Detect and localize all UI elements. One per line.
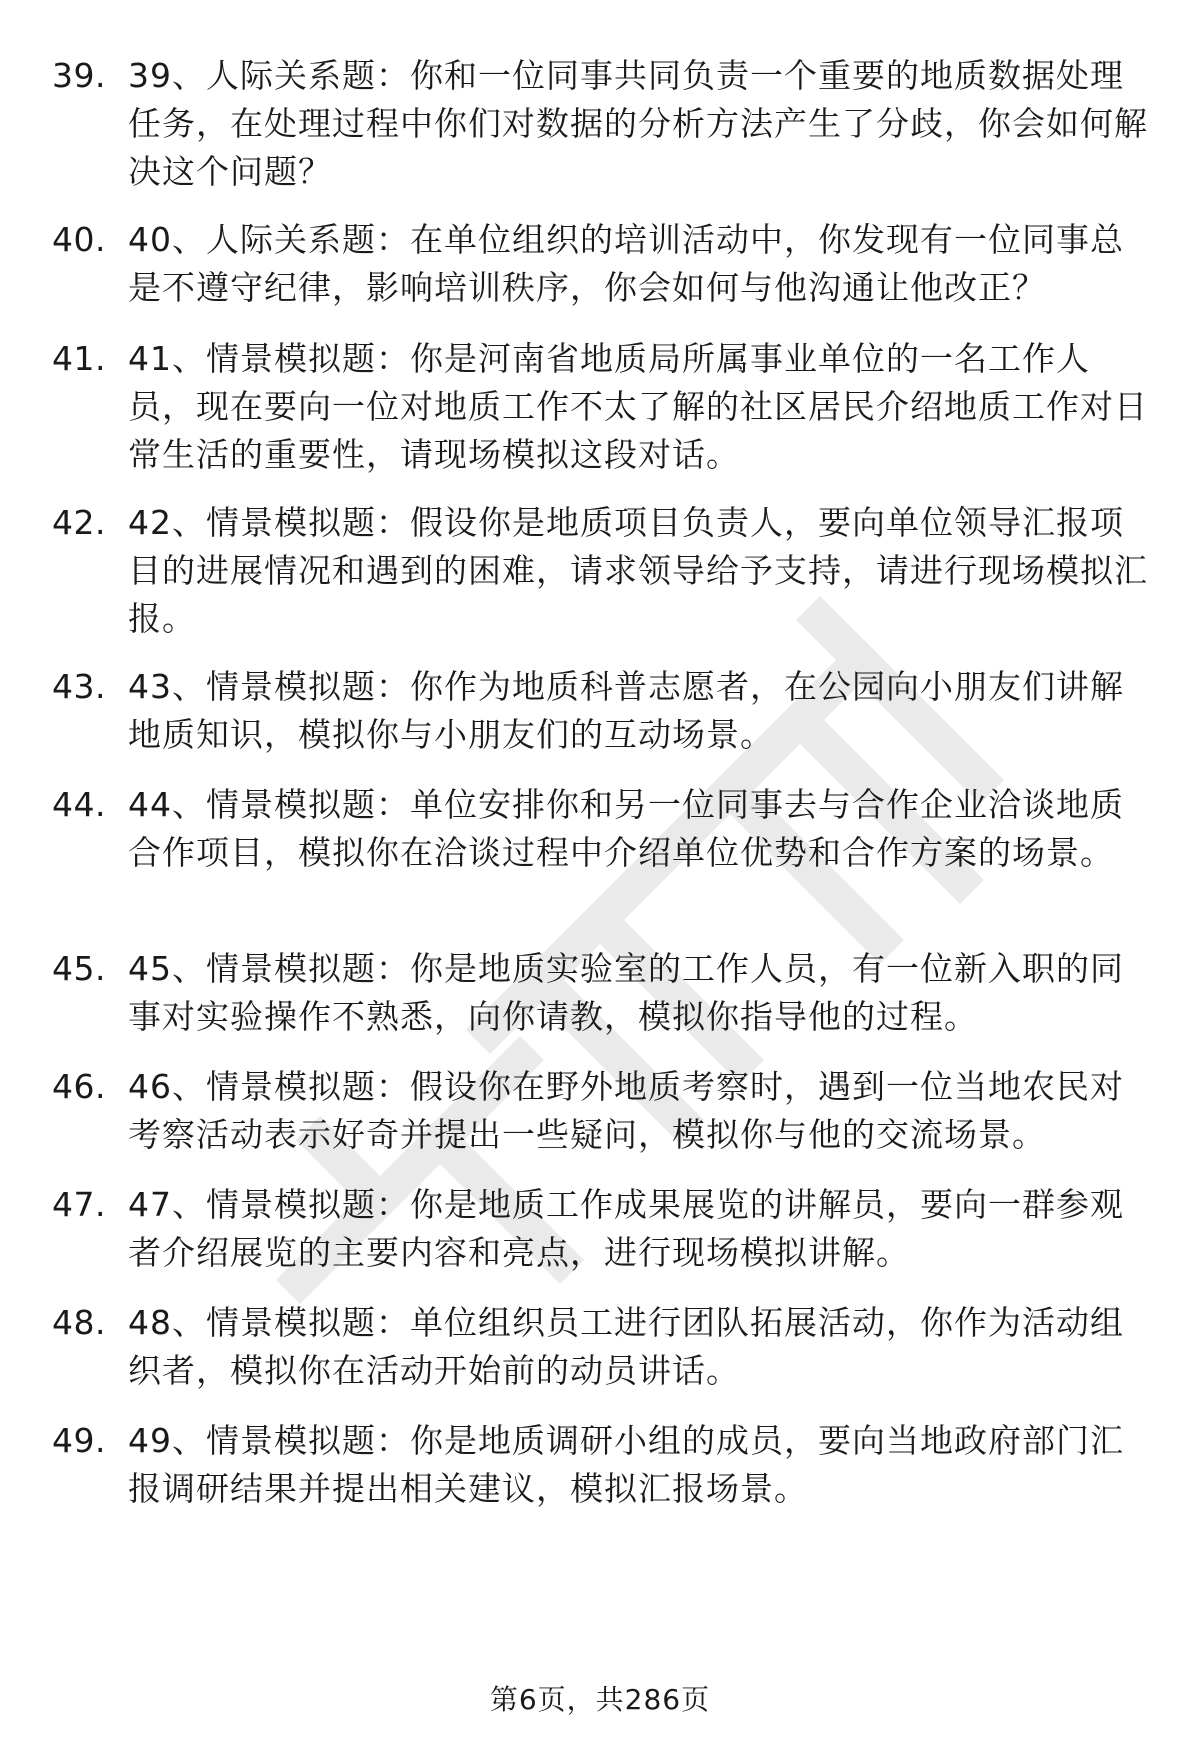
item-text: 47、情景模拟题：你是地质工作成果展览的讲解员，要向一群参观者介绍展览的主要内容和亮点，进行现场模拟讲解。 bbox=[128, 1185, 1124, 1272]
item-text: 48、情景模拟题：单位组织员工进行团队拓展活动，你作为活动组织者，模拟你在活动开始前的动员讲话。 bbox=[128, 1303, 1124, 1390]
item-number: 43. bbox=[52, 667, 106, 706]
item-number: 49. bbox=[52, 1421, 106, 1460]
item-text: 49、情景模拟题：你是地质调研小组的成员，要向当地政府部门汇报调研结果并提出相关建议，模拟汇报场景。 bbox=[128, 1421, 1124, 1508]
item-text: 41、情景模拟题：你是河南省地质局所属事业单位的一名工作人员，现在要向一位对地质工作不太了解的社区居民介绍地质工作对日常生活的重要性，请现场模拟这段对话。 bbox=[128, 339, 1148, 474]
item-number: 40. bbox=[52, 220, 106, 259]
item-number: 45. bbox=[52, 949, 106, 988]
item-number: 47. bbox=[52, 1185, 106, 1224]
item-text: 43、情景模拟题：你作为地质科普志愿者，在公园向小朋友们讲解地质知识，模拟你与小朋友们的互动场景。 bbox=[128, 667, 1124, 754]
item-number: 42. bbox=[52, 503, 106, 542]
item-text: 42、情景模拟题：假设你是地质项目负责人，要向单位领导汇报项目的进展情况和遇到的困难，请求领导给予支持，请进行现场模拟汇报。 bbox=[128, 503, 1148, 638]
item-text: 46、情景模拟题：假设你在野外地质考察时，遇到一位当地农民对考察活动表示好奇并提出一些疑问，模拟你与他的交流场景。 bbox=[128, 1067, 1124, 1154]
item-text: 39、人际关系题：你和一位同事共同负责一个重要的地质数据处理任务，在处理过程中你们对数据的分析方法产生了分歧，你会如何解决这个问题？ bbox=[128, 56, 1148, 191]
item-text: 45、情景模拟题：你是地质实验室的工作人员，有一位新入职的同事对实验操作不熟悉，向你请教，模拟你指导他的过程。 bbox=[128, 949, 1124, 1036]
item-number: 39. bbox=[52, 56, 106, 95]
item-text: 44、情景模拟题：单位安排你和另一位同事去与合作企业洽谈地质合作项目，模拟你在洽谈过程中介绍单位优势和合作方案的场景。 bbox=[128, 785, 1124, 872]
page-footer: 第6页，共286页 bbox=[489, 1683, 711, 1716]
item-number: 44. bbox=[52, 785, 106, 824]
item-number: 41. bbox=[52, 339, 106, 378]
item-number: 48. bbox=[52, 1303, 106, 1342]
item-number: 46. bbox=[52, 1067, 106, 1106]
item-text: 40、人际关系题：在单位组织的培训活动中，你发现有一位同事总是不遵守纪律，影响培训秩序，你会如何与他沟通让他改正？ bbox=[128, 220, 1124, 307]
